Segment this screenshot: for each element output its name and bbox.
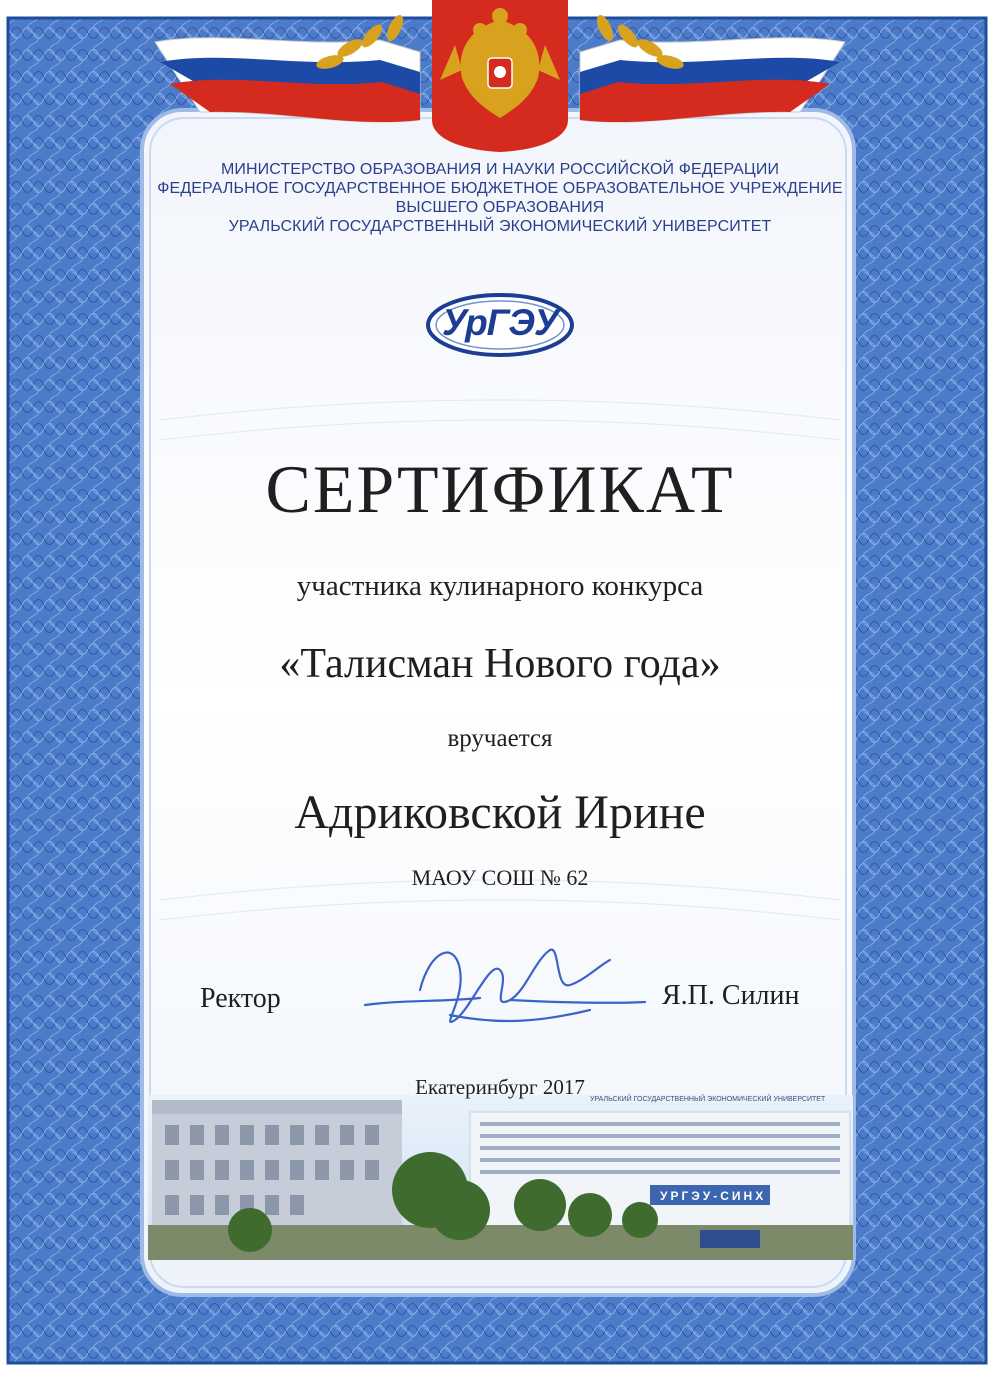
building-caption: УРАЛЬСКИЙ ГОСУДАРСТВЕННЫЙ ЭКОНОМИЧЕСКИЙ УНИВЕРСИТЕТ [590,1096,826,1103]
urgeu-logo-icon [425,292,575,358]
header-line-university: УРАЛЬСКИЙ ГОСУДАРСТВЕННЫЙ ЭКОНОМИЧЕСКИЙ УНИВЕРСИТЕТ [228,218,772,235]
certificate-title: СЕРТИФИКАТ [265,451,735,527]
logo-text: УрГЭУ [441,302,559,343]
awarded-label: вручается [447,725,553,752]
rector-signature [360,930,650,1040]
rector-name: Я.П. Силин [662,980,800,1011]
header-line-ministry: МИНИСТЕРСТВО ОБРАЗОВАНИЯ И НАУКИ РОССИЙСКОЙ ФЕДЕРАЦИИ [220,161,780,178]
school-name: МАОУ СОШ № 62 [411,865,589,890]
building-sign: УРГЭУ-СИНХ [660,1189,767,1203]
russian-coat-of-arms-icon [432,0,568,152]
contest-name: «Талисман Нового года» [279,641,721,687]
city-year: Екатеринбург 2017 [415,1075,585,1099]
university-building-image [148,1095,853,1260]
header-line-higher-education: ВЫСШЕГО ОБРАЗОВАНИЯ [395,199,605,216]
header-block [0,160,1000,236]
header-line-institution-type: ФЕДЕРАЛЬНОЕ ГОСУДАРСТВЕННОЕ БЮДЖЕТНОЕ ОБРАЗОВАТЕЛЬНОЕ УЧРЕЖДЕНИЕ [157,180,843,197]
certificate-subtitle: участника кулинарного конкурса [296,570,704,602]
recipient-name: Адриковской Ирине [294,786,706,839]
rector-label: Ректор [200,983,281,1014]
